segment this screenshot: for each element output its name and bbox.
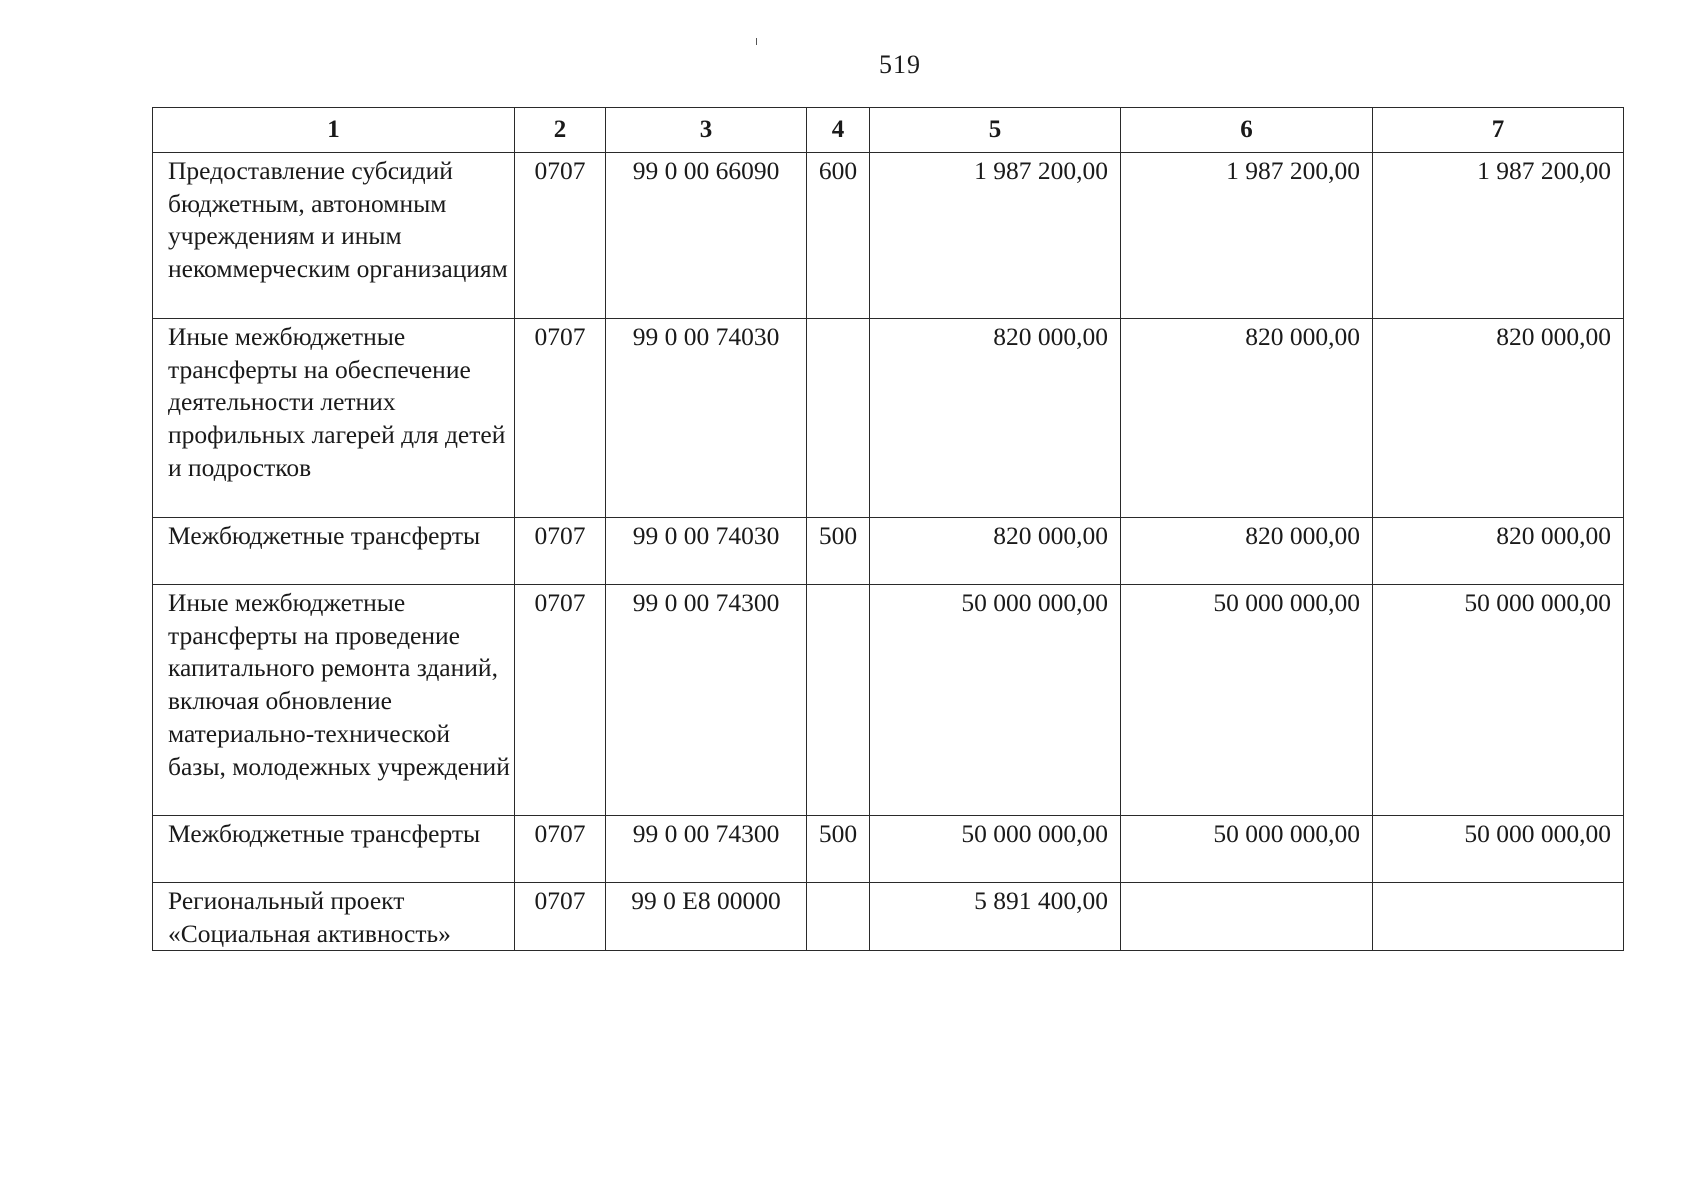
amount-cell: 1 987 200,00 [870,153,1121,319]
amount-cell [1373,883,1624,951]
row-name-cell: Предоставление субсидий бюджетным, автономным учреждениям и иным некоммерческим организациям [153,153,515,319]
column-header: 5 [870,108,1121,153]
column-header: 7 [1373,108,1624,153]
amount-cell: 820 000,00 [1121,319,1373,518]
amount-cell: 5 891 400,00 [870,883,1121,951]
expense-type-cell [807,883,870,951]
table-header-row [153,108,1624,153]
target-code-cell: 99 0 00 66090 [606,153,807,319]
expense-type-cell: 500 [807,518,870,585]
section-code-cell: 0707 [515,153,606,319]
target-code-cell: 99 0 00 74030 [606,319,807,518]
table-row [153,319,1624,518]
row-name-cell: Межбюджетные трансферты [153,816,515,883]
target-code-cell: 99 0 00 74300 [606,816,807,883]
amount-cell: 820 000,00 [1373,319,1624,518]
expense-type-cell: 600 [807,153,870,319]
column-header: 1 [153,108,515,153]
amount-cell: 820 000,00 [870,518,1121,585]
row-name-cell: Иные межбюджетные трансферты на проведение капитального ремонта зданий, включая обновление материально-технической базы, молодежных учреждений [153,585,515,816]
amount-cell: 1 987 200,00 [1121,153,1373,319]
table-row [153,816,1624,883]
amount-cell [1121,883,1373,951]
section-code-cell: 0707 [515,319,606,518]
target-code-cell: 99 0 00 74300 [606,585,807,816]
amount-cell: 50 000 000,00 [1373,585,1624,816]
expense-type-cell: 500 [807,816,870,883]
column-header: 2 [515,108,606,153]
scan-mark [756,38,757,45]
page-number: 519 [879,50,921,79]
expense-type-cell [807,319,870,518]
target-code-cell: 99 0 00 74030 [606,518,807,585]
column-header: 4 [807,108,870,153]
section-code-cell: 0707 [515,518,606,585]
section-code-cell: 0707 [515,816,606,883]
table-row [153,518,1624,585]
row-name-cell: Региональный проект «Социальная активность» [153,883,515,951]
target-code-cell: 99 0 E8 00000 [606,883,807,951]
amount-cell: 50 000 000,00 [1373,816,1624,883]
section-code-cell: 0707 [515,883,606,951]
amount-cell: 820 000,00 [1121,518,1373,585]
table-row [153,883,1624,951]
column-header: 3 [606,108,807,153]
table-row [153,153,1624,319]
amount-cell: 820 000,00 [1373,518,1624,585]
section-code-cell: 0707 [515,585,606,816]
table-row [153,585,1624,816]
expense-type-cell [807,585,870,816]
amount-cell: 50 000 000,00 [870,816,1121,883]
amount-cell: 50 000 000,00 [1121,585,1373,816]
amount-cell: 1 987 200,00 [1373,153,1624,319]
row-name-cell: Межбюджетные трансферты [153,518,515,585]
row-name-cell: Иные межбюджетные трансферты на обеспечение деятельности летних профильных лагерей для детей и подростков [153,319,515,518]
amount-cell: 820 000,00 [870,319,1121,518]
column-header: 6 [1121,108,1373,153]
budget-table [152,107,1624,951]
amount-cell: 50 000 000,00 [1121,816,1373,883]
amount-cell: 50 000 000,00 [870,585,1121,816]
